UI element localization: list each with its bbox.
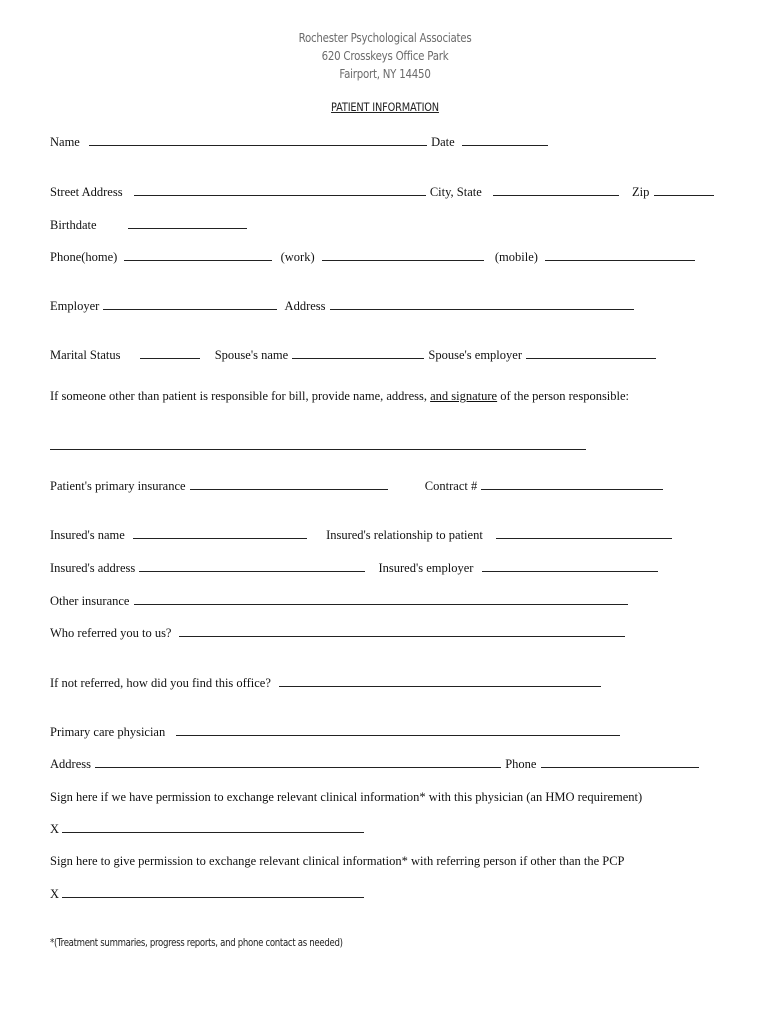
other-insurance-row — [50, 593, 629, 609]
not-referred-field[interactable] — [279, 675, 601, 687]
phone-work-field[interactable] — [322, 249, 484, 261]
pcp-address-label: Address — [50, 757, 91, 771]
other-insurance-field[interactable] — [134, 593, 628, 605]
date-label: Date — [431, 135, 455, 149]
name-label: Name — [50, 135, 80, 149]
contract-label: Contract # — [424, 479, 478, 493]
employer-address-label: Address — [284, 299, 326, 313]
spouse-name-field[interactable] — [292, 347, 424, 359]
primary-insurance-label: Patient's primary insurance — [50, 479, 186, 493]
city-state-field[interactable] — [493, 184, 619, 196]
responsible-row — [50, 438, 587, 454]
spouse-name-label: Spouse's name — [214, 348, 289, 362]
form-title: PATIENT INFORMATION — [331, 100, 439, 114]
zip-field[interactable] — [654, 184, 714, 196]
insured-relationship-label: Insured's relationship to patient — [326, 528, 483, 542]
name-row — [50, 134, 549, 150]
responsible-text — [50, 388, 629, 404]
primary-insurance-field[interactable] — [190, 478, 388, 490]
insured-relationship-field[interactable] — [496, 527, 672, 539]
employer-field[interactable] — [103, 298, 277, 310]
insured-employer-label: Insured's employer — [378, 561, 474, 575]
footnote: *(Treatment summaries, progress reports, and phone contact as needed) — [50, 936, 343, 949]
marital-label: Marital Status — [50, 348, 121, 362]
contract-field[interactable] — [481, 478, 663, 490]
insured-name-field[interactable] — [133, 527, 307, 539]
marital-field[interactable] — [140, 347, 200, 359]
insured-address-row — [50, 560, 659, 576]
org-city: Fairport, NY 14450 — [339, 66, 431, 81]
zip-label: Zip — [632, 185, 650, 199]
pcp-phone-label: Phone — [505, 757, 537, 771]
birthdate-field[interactable] — [128, 217, 247, 229]
org-street: 620 Crosskeys Office Park — [321, 48, 449, 63]
sign-pcp-text: Sign here if we have permission to exchange relevant clinical information* with this physician (an HMO requirement) — [50, 790, 643, 804]
org-name: Rochester Psychological Associates — [298, 30, 472, 45]
not-referred-row — [50, 675, 602, 691]
employer-address-field[interactable] — [330, 298, 634, 310]
street-label: Street Address — [50, 185, 123, 199]
street-row — [50, 184, 715, 200]
sign-referring-row — [50, 886, 365, 902]
referred-label: Who referred you to us? — [50, 626, 172, 640]
phone-home-label: Phone(home) — [50, 250, 118, 264]
pcp-address-field[interactable] — [95, 756, 501, 768]
insured-address-field[interactable] — [139, 560, 365, 572]
responsible-text-a: If someone other than patient is responsible for bill, provide name, address, — [50, 389, 431, 403]
insured-address-label: Insured's address — [50, 561, 136, 575]
marital-row — [50, 347, 657, 363]
sign-pcp-field[interactable] — [62, 821, 364, 833]
insured-name-label: Insured's name — [50, 528, 125, 542]
referred-field[interactable] — [179, 625, 625, 637]
responsible-text-signature: and signature — [430, 389, 498, 403]
spouse-employer-field[interactable] — [526, 347, 656, 359]
employer-row — [50, 298, 635, 314]
birthdate-label: Birthdate — [50, 218, 97, 232]
phone-row — [50, 249, 696, 265]
phone-mobile-field[interactable] — [545, 249, 695, 261]
pcp-phone-field[interactable] — [541, 756, 699, 768]
phone-work-label: (work) — [280, 250, 315, 264]
not-referred-label: If not referred, how did you find this office? — [50, 676, 271, 690]
street-field[interactable] — [134, 184, 426, 196]
pcp-address-row — [50, 756, 700, 772]
other-insurance-label: Other insurance — [50, 594, 130, 608]
insured-employer-field[interactable] — [482, 560, 658, 572]
pcp-field[interactable] — [176, 724, 620, 736]
birthdate-row — [50, 217, 248, 233]
name-field[interactable] — [89, 134, 427, 146]
date-field[interactable] — [462, 134, 548, 146]
sign-referring-prefix: X — [50, 887, 60, 901]
insured-name-row — [50, 527, 673, 543]
pcp-label: Primary care physician — [50, 725, 166, 739]
spouse-employer-label: Spouse's employer — [428, 348, 522, 362]
sign-pcp-prefix: X — [50, 822, 60, 836]
primary-insurance-row — [50, 478, 664, 494]
referred-row — [50, 625, 626, 641]
phone-home-field[interactable] — [124, 249, 272, 261]
sign-referring-text: Sign here to give permission to exchange relevant clinical information* with referring person if other than the PCP — [50, 854, 625, 868]
phone-mobile-label: (mobile) — [494, 250, 538, 264]
pcp-row — [50, 724, 621, 740]
sign-pcp-row — [50, 821, 365, 837]
responsible-field[interactable] — [50, 438, 586, 450]
city-state-label: City, State — [429, 185, 482, 199]
employer-label: Employer — [50, 299, 100, 313]
sign-referring-field[interactable] — [62, 886, 364, 898]
responsible-text-b: of the person responsible: — [497, 389, 630, 403]
